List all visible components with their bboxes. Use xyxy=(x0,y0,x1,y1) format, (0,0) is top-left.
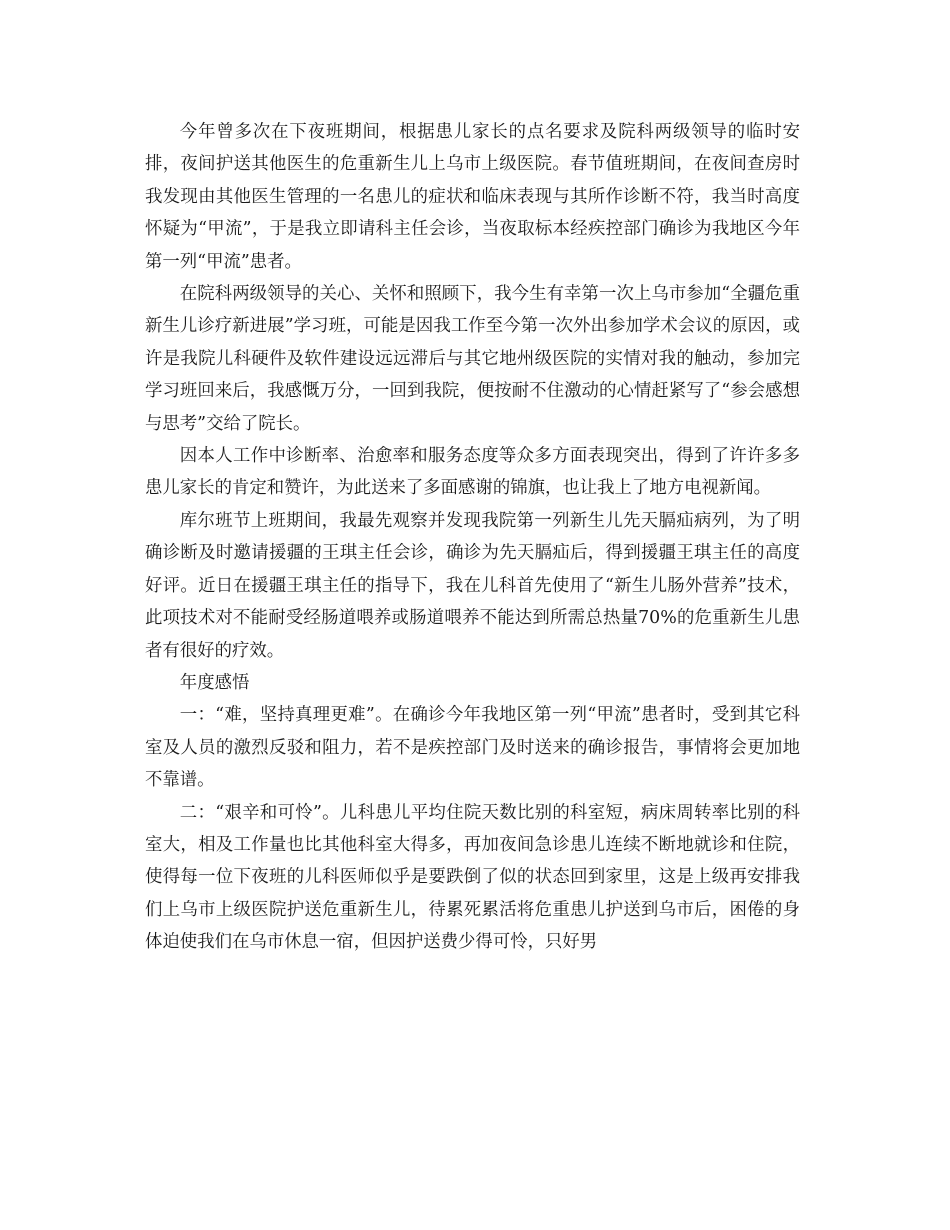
paragraph-kurban-holiday: 库尔班节上班期间，我最先观察并发现我院第一列新生儿先天膈疝病列，为了明确诊断及时邀请援疆的王琪主任会诊，确诊为先天膈疝后，得到援疆王琪主任的高度好评。近日在援疆王琪主任的指导下，我在儿科首先使用了“新生儿肠外营养”技术，此项技术对不能耐受经肠道喂养或肠道喂养不能达到所需总热量70%的危重新生儿患者有很好的疗效。 xyxy=(145,510,800,661)
paragraph-training-course: 在院科两级领导的关心、关怀和照顾下，我今生有幸第一次上乌市参加“全疆危重新生儿诊疗新进展”学习班，可能是因我工作至今第一次外出参加学术会议的原因，或许是我院儿科硬件及软件建设远远滞后与其它地州级医院的实情对我的触动，参加完学习班回来后，我感慨万分，一回到我院，便按耐不住激动的心情赶紧写了“参会感想与思考”交给了院长。 xyxy=(145,284,800,434)
paragraph-reflection-one: 一：“难，坚持真理更难”。在确诊今年我地区第一列“甲流”患者时，受到其它科室及人员的激烈反驳和阻力，若不是疾控部门及时送来的确诊报告，事情将会更加地不靠谱。 xyxy=(145,705,800,791)
paragraph-night-escort: 今年曾多次在下夜班期间，根据患儿家长的点名要求及院科两级领导的临时安排，夜间护送其他医生的危重新生儿上乌市上级医院。春节值班期间，在夜间查房时我发现由其他医生管理的一名患儿的症状和临床表现与其所作诊断不符，我当时高度怀疑为“甲流”，于是我立即请科主任会诊，当夜取标本经疾控部门确诊为我地区今年第一列“甲流”患者。 xyxy=(145,122,800,272)
paragraph-reflection-two: 二：“艰辛和可怜”。儿科患儿平均住院天数比别的科室短，病床周转率比别的科室大，相及工作量也比其他科室大得多，再加夜间急诊患儿连续不断地就诊和住院，使得每一位下夜班的儿科医师似乎是要跌倒了似的状态回到家里，这是上级再安排我们上乌市上级医院护送危重新生儿，待累死累活将危重患儿护送到乌市后，困倦的身体迫使我们在乌市休息一宿，但因护送费少得可怜，只好男 xyxy=(145,802,800,953)
section-heading-annual-reflection: 年度感悟 xyxy=(179,672,250,693)
paragraph-recognition: 因本人工作中诊断率、治愈率和服务态度等众多方面表现突出，得到了许许多多患儿家长的肯定和赞许，为此送来了多面感谢的锦旗，也让我上了地方电视新闻。 xyxy=(145,446,800,499)
document-body xyxy=(145,116,800,959)
